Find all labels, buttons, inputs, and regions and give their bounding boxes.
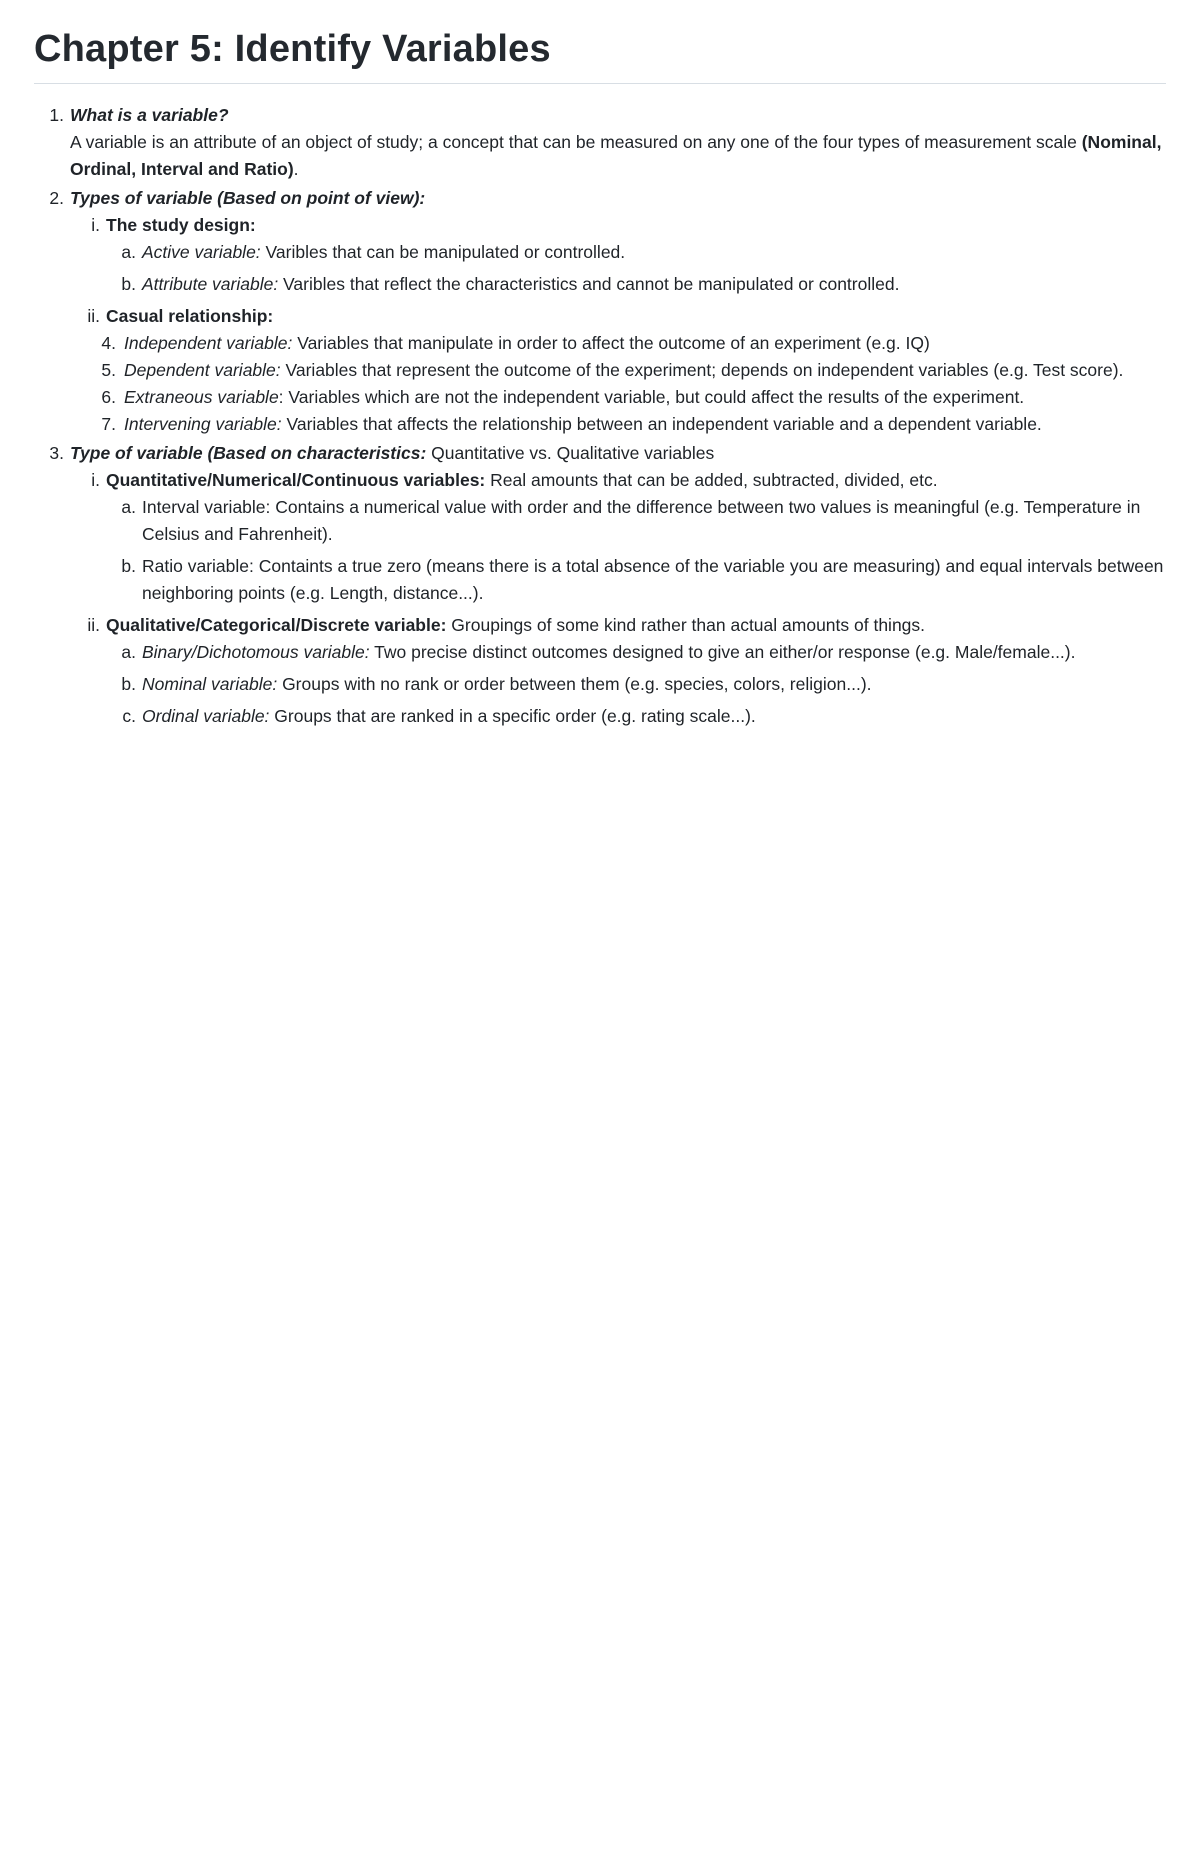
item-text: Ratio variable: Containts a true zero (means there is a total absence of the variable you are measuring) and equal intervals between neighboring points (e.g. Length, distance...).: [142, 556, 1164, 603]
list-item-interval-variable: [106, 494, 1166, 548]
list-marker: i.: [91, 215, 100, 235]
document-page: [0, 0, 1200, 730]
subheading: Quantitative/Numerical/Continuous variables:: [106, 470, 486, 490]
list-marker: 5.: [101, 360, 116, 380]
list-marker: b.: [121, 674, 136, 694]
term-description: Two precise distinct outcomes designed to give an either/or response (e.g. Male/female...).: [369, 642, 1076, 662]
subheading: Casual relationship:: [106, 306, 274, 326]
sublist: [106, 494, 1166, 607]
term: Dependent variable:: [124, 360, 281, 380]
term-description: Variables that affects the relationship between an independent variable and a dependent variable.: [281, 414, 1042, 434]
list-marker: i.: [91, 470, 100, 490]
subheading: Qualitative/Categorical/Discrete variable:: [106, 615, 447, 635]
punctuation: .: [293, 159, 299, 179]
term: Binary/Dichotomous variable:: [142, 642, 370, 662]
term-description: Varibles that reflect the characteristics and cannot be manipulated or controlled.: [278, 274, 900, 294]
sublist: [101, 330, 1166, 438]
list-marker: b.: [121, 274, 136, 294]
subheading: The study design:: [106, 215, 256, 235]
document-content: [34, 102, 1166, 730]
list-item-attribute-variable: [106, 271, 1166, 298]
list-marker: a.: [121, 642, 136, 662]
list-item-extraneous-variable: [101, 384, 1166, 411]
list-item-ordinal-variable: [106, 703, 1166, 730]
list-item-intervening-variable: [101, 411, 1166, 438]
sublist: [106, 239, 1166, 298]
list-item-casual-relationship: [70, 303, 1166, 438]
list-item-quantitative: [70, 467, 1166, 607]
term: Independent variable:: [124, 333, 293, 353]
list-marker: 3.: [49, 443, 64, 463]
term: Attribute variable:: [142, 274, 279, 294]
list-item-types-characteristics: [34, 440, 1166, 730]
item-text: Interval variable: Contains a numerical value with order and the difference between two values is meaningful (e.g. Temperature in Celsius and Fahrenheit).: [142, 497, 1141, 544]
term-description: Variables that represent the outcome of the experiment; depends on independent variables (e.g. Test score).: [280, 360, 1124, 380]
term-description: : Variables which are not the independent variable, but could affect the results of the experiment.: [278, 387, 1025, 407]
list-marker: 2.: [49, 188, 64, 208]
list-item-binary-variable: [106, 639, 1166, 666]
term-description: Varibles that can be manipulated or controlled.: [260, 242, 626, 262]
sublist: [70, 212, 1166, 438]
main-list: [34, 102, 1166, 730]
list-marker: 6.: [101, 387, 116, 407]
term: Extraneous variable: [124, 387, 279, 407]
list-item-what-is-variable: [34, 102, 1166, 183]
section-heading: Types of variable (Based on point of view):: [70, 188, 426, 208]
list-item-nominal-variable: [106, 671, 1166, 698]
list-marker: c.: [122, 706, 136, 726]
page-title: Chapter 5: Identify Variables: [34, 22, 1166, 84]
list-marker: ii.: [87, 615, 100, 635]
list-item-active-variable: [106, 239, 1166, 266]
sublist: [106, 639, 1166, 730]
list-marker: ii.: [87, 306, 100, 326]
list-marker: 7.: [101, 414, 116, 434]
subheading-description: Real amounts that can be added, subtracted, divided, etc.: [485, 470, 938, 490]
term: Ordinal variable:: [142, 706, 270, 726]
measurement-scales: (Nominal, Ordinal, Interval and Ratio): [70, 132, 1162, 179]
definition-text: A variable is an attribute of an object of study; a concept that can be measured on any one of the four types of measurement scale: [70, 132, 1077, 152]
term: Active variable:: [142, 242, 261, 262]
list-marker: b.: [121, 556, 136, 576]
list-marker: 4.: [101, 333, 116, 353]
term-description: Variables that manipulate in order to affect the outcome of an experiment (e.g. IQ): [292, 333, 930, 353]
term-description: Groups with no rank or order between them (e.g. species, colors, religion...).: [277, 674, 872, 694]
section-heading-rest: Quantitative vs. Qualitative variables: [426, 443, 715, 463]
term-description: Groups that are ranked in a specific order (e.g. rating scale...).: [269, 706, 756, 726]
list-marker: a.: [121, 497, 136, 517]
section-heading: Type of variable (Based on characteristics:: [70, 443, 427, 463]
list-item-study-design: [70, 212, 1166, 298]
section-heading: What is a variable?: [70, 105, 229, 125]
term: Nominal variable:: [142, 674, 278, 694]
sublist: [70, 467, 1166, 730]
term: Intervening variable:: [124, 414, 282, 434]
list-item-qualitative: [70, 612, 1166, 730]
list-marker: 1.: [49, 105, 64, 125]
subheading-description: Groupings of some kind rather than actual amounts of things.: [446, 615, 926, 635]
list-marker: a.: [121, 242, 136, 262]
list-item-independent-variable: [101, 330, 1166, 357]
list-item-dependent-variable: [101, 357, 1166, 384]
list-item-ratio-variable: [106, 553, 1166, 607]
list-item-types-point-of-view: [34, 185, 1166, 438]
